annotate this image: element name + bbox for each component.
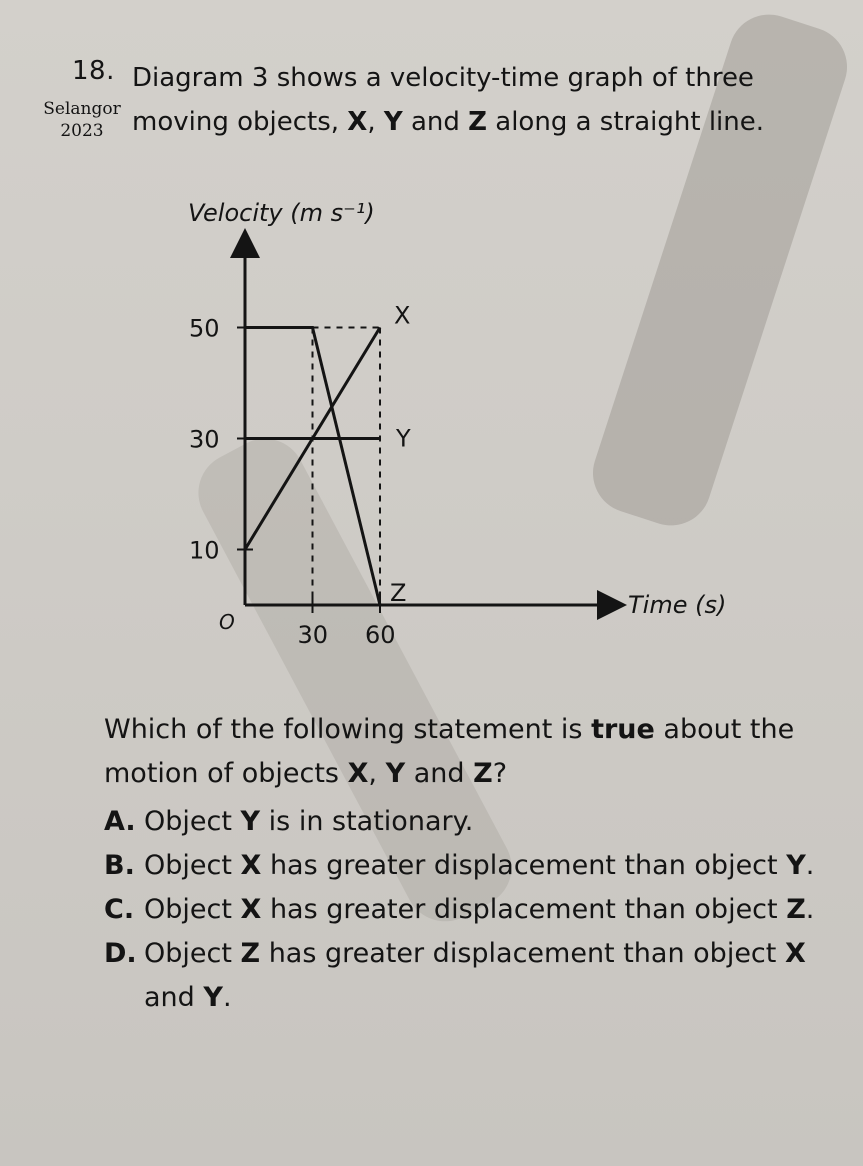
stem-and: and — [402, 107, 469, 137]
source-year: 2023 — [60, 121, 104, 141]
y-tick-label: 10 — [189, 536, 220, 565]
option-text-part: Object — [144, 850, 241, 881]
source-state: Selangor — [43, 99, 121, 119]
stem-object-y: Y — [383, 107, 403, 137]
option-a[interactable] — [104, 800, 844, 844]
option-object: Y — [203, 982, 223, 1013]
prompt-text: Which of the following statement is — [104, 714, 592, 745]
y-tick-label: 50 — [189, 314, 220, 343]
option-text-part: has greater displacement than object — [260, 938, 785, 969]
option-text-part: Object — [144, 938, 241, 969]
stem-text: Diagram 3 shows a velocity-time graph of three moving objects, — [132, 63, 754, 137]
option-letter: C. — [104, 894, 135, 925]
option-b[interactable] — [104, 844, 844, 888]
option-object: X — [240, 894, 262, 925]
option-text-part: is in stationary. — [260, 806, 474, 837]
x-tick-label: 60 — [365, 621, 396, 649]
question-number: 18. — [72, 56, 115, 86]
question-prompt — [104, 708, 844, 796]
series-z-label: Z — [390, 579, 407, 607]
option-object: X — [784, 938, 806, 969]
option-letter: B. — [104, 850, 135, 881]
prompt-object-x: X — [347, 758, 369, 789]
option-object: Y — [240, 806, 261, 837]
prompt-object-y: Y — [385, 758, 406, 789]
option-text — [144, 844, 844, 888]
prompt-object-z: Z — [473, 758, 493, 789]
question-source — [38, 98, 126, 142]
velocity-time-graph — [150, 185, 790, 675]
series-x-label: X — [394, 301, 411, 330]
option-text-part: Object — [144, 894, 241, 925]
option-text — [144, 932, 844, 1020]
origin-label: O — [219, 610, 235, 634]
option-object: Y — [786, 850, 806, 881]
option-text — [144, 888, 844, 932]
answer-options — [104, 800, 844, 1020]
stem-comma: , — [367, 107, 384, 137]
y-axis-label: Velocity (m s⁻¹) — [188, 199, 375, 227]
prompt-text-2: about the motion of objects — [104, 714, 795, 789]
stem-object-z: Z — [468, 107, 488, 137]
option-object: X — [240, 850, 262, 881]
option-letter: A. — [104, 806, 136, 837]
option-object: Z — [786, 894, 806, 925]
option-letter: D. — [104, 938, 137, 969]
series-y-label: Y — [396, 424, 411, 453]
question-stem — [132, 56, 772, 144]
option-text-part: and — [144, 982, 204, 1013]
option-text-part: . — [805, 850, 815, 881]
prompt-true: true — [591, 714, 655, 745]
option-c[interactable] — [104, 888, 844, 932]
option-text — [144, 800, 844, 844]
stem-object-x: X — [347, 107, 368, 137]
prompt-and: and — [405, 758, 474, 789]
x-tick-label: 30 — [297, 621, 329, 649]
option-text-part: has greater displacement than object — [261, 850, 787, 881]
prompt-comma: , — [368, 758, 386, 789]
y-tick-label: 30 — [189, 425, 220, 454]
option-text-part: has greater displacement than object — [261, 894, 787, 925]
x-axis-label: Time (s) — [628, 591, 727, 619]
stem-text-end: along a straight line. — [487, 107, 765, 137]
option-text-part: . — [222, 982, 232, 1013]
prompt-question-mark: ? — [492, 758, 508, 789]
option-text-part: . — [805, 894, 815, 925]
option-text-part: Object — [144, 806, 241, 837]
option-d[interactable] — [104, 932, 844, 1020]
option-object: Z — [240, 938, 261, 969]
